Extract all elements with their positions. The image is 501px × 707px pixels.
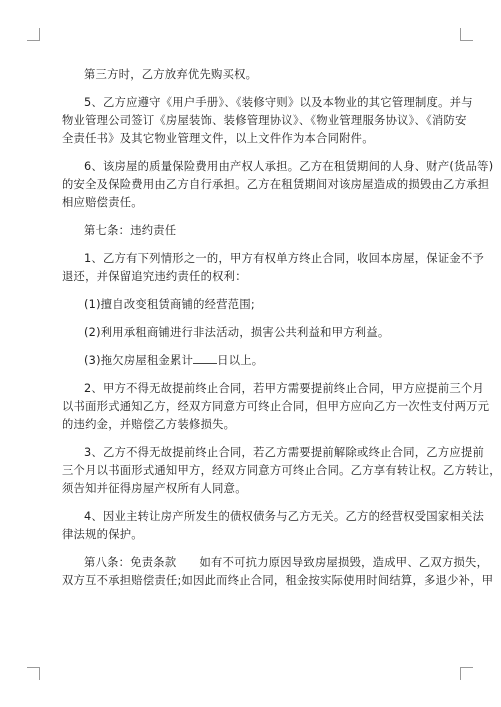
crop-mark-top-right	[460, 28, 473, 41]
paragraph-line: 相应赔偿责任。	[62, 196, 143, 209]
list-item	[62, 352, 446, 370]
list-item-text: 日以上。	[217, 354, 264, 367]
article-heading: 第七条：违约责任	[84, 224, 177, 237]
paragraph-line: 的违约金，并赔偿乙方装修损失。	[62, 418, 236, 431]
crop-mark-top-left	[27, 28, 40, 41]
fill-in-blank	[193, 352, 217, 364]
crop-mark-bottom-right	[460, 667, 473, 680]
paragraph-line: 的安全及保险费用由乙方自行承担。乙方在租赁期间对该房屋造成的损毁由乙方承担	[62, 178, 490, 191]
paragraph-line: 退还，并保留追究违约责任的权利：	[62, 270, 247, 283]
paragraph-line: 5、乙方应遵守《用户手册》、《装修守则》以及本物业的其它管理制度。并与	[84, 96, 473, 109]
paragraph-line: 须告知并征得房屋产权所有人同意。	[62, 482, 247, 495]
paragraph-line: 3、乙方不得无故提前终止合同，若乙方需要提前解除或终止合同，乙方应提前	[84, 446, 485, 459]
crop-mark-bottom-left	[27, 667, 40, 680]
paragraph-line: 律法规的保护。	[62, 528, 143, 541]
paragraph-line: 双方互不承担赔偿责任;如因此而终止合同，租金按实际使用时间结算，多退少补，甲	[62, 574, 494, 587]
paragraph-line: 4、因业主转让房产所发生的债权债务与乙方无关。乙方的经营权受国家相关法	[84, 510, 485, 523]
paragraph-line: 2、甲方不得无故提前终止合同，若甲方需要提前终止合同，甲方应提前三个月	[84, 382, 485, 395]
paragraph-line: 6、该房屋的质量保险费用由产权人承担。乙方在租赁期间的人身、财产(货品等)	[84, 160, 494, 173]
list-item: (2)利用承租商铺进行非法活动，损害公共利益和甲方利益。	[84, 326, 390, 339]
article-heading-line: 第八条：免责条款 如有不可抗力原因导致房屋损毁，造成甲、乙双方损失，	[84, 556, 489, 569]
paragraph-line: 第三方时，乙方放弃优先购买权。	[84, 68, 258, 81]
paragraph-line: 1、乙方有下列情形之一的，甲方有权单方终止合同，收回本房屋，保证金不予	[84, 252, 485, 265]
paragraph-line: 以书面形式通知乙方，经双方同意方可终止合同，但甲方应向乙方一次性支付两万元	[62, 400, 490, 413]
paragraph-line: 物业管理公司签订《房屋装饰、装修管理协议》、《物业管理服务协议》、《消防安	[62, 114, 467, 127]
list-item-text: (3)拖欠房屋租金累计	[84, 354, 194, 367]
list-item: (1)擅自改变租赁商铺的经营范围;	[84, 298, 255, 311]
document-body	[62, 66, 501, 590]
paragraph-line: 全责任书》及其它物业管理文件，以上文件作为本合同附件。	[62, 132, 374, 145]
paragraph-line: 三个月以书面形式通知甲方，经双方同意方可终止合同。乙方享有转让权。乙方转让，	[62, 464, 501, 477]
